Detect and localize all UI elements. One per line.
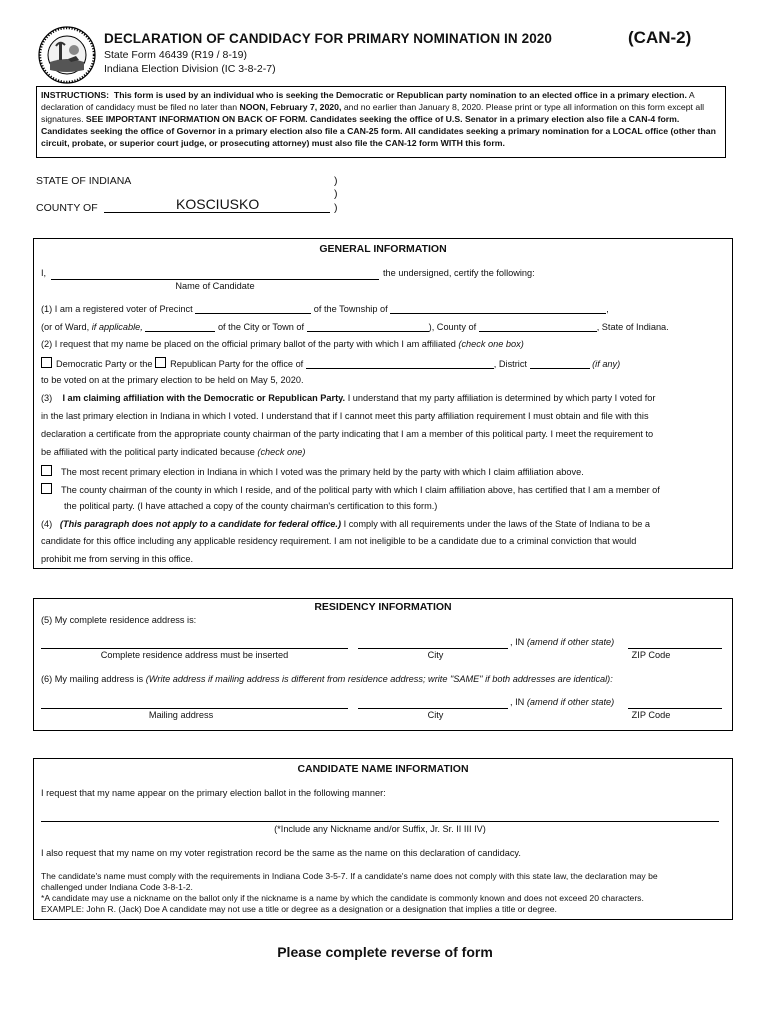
mailing-city-field[interactable] (358, 708, 508, 709)
p2-district: , District (493, 359, 527, 369)
instructions-label: INSTRUCTIONS: (41, 90, 110, 100)
p1-f: of the City or Town of (217, 322, 305, 332)
name-note-1: The candidate's name must comply with the requirements in Indiana Code 3-5-7. If a candidate's name does not comply with this state law, the declaration may be (41, 871, 658, 881)
para-2-line-2 (41, 357, 620, 369)
p1-b: of the Township of (313, 304, 388, 314)
para-3-option-1 (41, 465, 584, 477)
mailing-zip-field[interactable] (628, 708, 722, 709)
p5-text: (5) My complete residence address is: (41, 615, 197, 625)
para-1-line-2 (41, 321, 669, 332)
instructions-bold-2: SEE IMPORTANT INFORMATION ON BACK OF FORM. Candidates seeking the office of U.S. Senator in a primary election also file a CAN-4 form. Candidates seeking the office of Governor in a primary election also file a CAN-25 form. All candidates seeking a primary nomination for a LOCAL office (other than circuit, probate, or superior court judge, or prosecuting attorney) must also file the CAN-12 form WITH this form. (41, 114, 716, 148)
p3-t4b: (check one) (257, 447, 306, 457)
p2-ifany: (if any) (592, 359, 621, 369)
mailing-zip-caption: ZIP Code (631, 710, 671, 720)
p1-c: , (606, 304, 609, 314)
paren-1: ) (334, 175, 338, 187)
form-code: (CAN-2) (628, 28, 692, 47)
p2-rep: Republican Party (170, 359, 241, 369)
p6-b: (Write address if mailing address is different from residence address; write "SAME" if both addresses are identical): (145, 674, 613, 684)
p1-d: (or of Ward, (41, 322, 90, 332)
para-3-option-2 (41, 483, 660, 495)
name-note-2: challenged under Indiana Code 3-8-1-2. (41, 882, 193, 892)
instructions-box (36, 86, 726, 158)
instructions-bold-1: This form is used by an individual who is seeking the Democratic or Republican party nomination to an elected office in a primary election. (113, 90, 687, 100)
p1-a: (1) I am a registered voter of Precinct (41, 304, 193, 314)
name-note-4: EXAMPLE: John R. (Jack) Doe A candidate may not use a title or degree as a designation or a designation that implies a title or degree. (41, 904, 557, 914)
residency-heading: RESIDENCY INFORMATION (314, 601, 452, 613)
state-label: STATE OF INDIANA (36, 175, 132, 187)
county-underline (104, 212, 330, 213)
name-note-3: *A candidate may use a nickname on the ballot only if the nickname is a name by which the candidate is commonly known and does not exceed 20 characters. (41, 893, 644, 903)
p2-dem: Democratic Party (56, 359, 127, 369)
para-1-line-1 (41, 303, 609, 314)
p3-t1: I understand that my party affiliation is determined by which party I voted for (347, 393, 656, 403)
p2-date: to be voted on at the primary election to be held on May 5, 2020. (41, 375, 304, 385)
state-seal-icon (38, 26, 96, 84)
candidate-name-heading: CANDIDATE NAME INFORMATION (297, 763, 469, 775)
election-division: Indiana Election Division (IC 3-8-2-7) (104, 63, 276, 75)
residence-zip-caption: ZIP Code (631, 650, 671, 660)
p2-or: or the (129, 359, 153, 369)
county-of-field[interactable] (479, 321, 597, 332)
p3-opt2b: the political party. (I have attached a copy of the county chairman's certification to this form.) (64, 501, 438, 511)
p4-t3: prohibit me from serving in this office. (41, 554, 193, 564)
district-field[interactable] (530, 358, 590, 369)
county-label: COUNTY OF (36, 202, 98, 214)
form-title: DECLARATION OF CANDIDACY FOR PRIMARY NOMINATION IN 2020 (104, 31, 553, 46)
county-field[interactable]: KOSCIUSKO (176, 196, 260, 212)
ward-field[interactable] (145, 321, 215, 332)
residence-address-field[interactable] (41, 648, 348, 649)
p6-line (41, 674, 613, 684)
mailing-city-caption: City (427, 710, 444, 720)
p2-a: (2) I request that my name be placed on the official primary ballot of the party with which I am affiliated (41, 339, 456, 349)
state-form-number: State Form 46439 (R19 / 8-19) (104, 49, 247, 61)
general-heading: GENERAL INFORMATION (319, 243, 447, 255)
township-field[interactable] (390, 303, 606, 314)
certify-text: the undersigned, certify the following: (383, 268, 535, 278)
p3-num: (3) (41, 393, 53, 403)
residence-amend: (amend if other state) (526, 637, 615, 647)
p3-opt2a: The county chairman of the county in which I reside, and of the political party with which I claim affiliation above, has certified that I am a member of (61, 485, 660, 495)
p3-t2: in the last primary election in Indiana in which I voted. I understand that if I cannot meet this party affiliation requirement I must obtain and file with this (41, 411, 649, 421)
democratic-checkbox[interactable] (41, 357, 52, 368)
voter-record-request: I also request that my name on my voter registration record be the same as the name on this declaration of candidacy. (41, 848, 521, 858)
instructions-text-2: and no earlier than January 8, 2020. Please print or type all information on this form except all signatures. (41, 102, 705, 124)
mailing-address-caption: Mailing address (148, 710, 214, 720)
ballot-name-field[interactable] (41, 821, 719, 822)
p1-g: ), County of (428, 322, 477, 332)
p4-t1: I comply with all requirements under the laws of the State of Indiana to be a (343, 519, 651, 529)
p6-a: (6) My mailing address is (41, 674, 144, 684)
nickname-caption: (*Include any Nickname and/or Suffix, Jr. Sr. II III IV) (274, 824, 486, 834)
p3-bold: I am claiming affiliation with the Democratic or Republican Party. (62, 393, 346, 403)
city-town-field[interactable] (307, 321, 429, 332)
ballot-name-request: I request that my name appear on the primary election ballot in the following manner: (41, 788, 386, 798)
p1-e: if applicable, (91, 322, 143, 332)
p3-t3: declaration a certificate from the appropriate county chairman of the party indicating that I am a member of this political party. I meet the requirement to (41, 429, 654, 439)
residence-zip-field[interactable] (628, 648, 722, 649)
chairman-certified-checkbox[interactable] (41, 483, 52, 494)
residence-address-caption: Complete residence address must be inserted (100, 650, 289, 660)
p3-t4: be affiliated with the political party indicated because (41, 447, 255, 457)
republican-checkbox[interactable] (155, 357, 166, 368)
p2-b: (check one box) (458, 339, 524, 349)
instructions-text-1: A declaration of candidacy must be filed no later than (41, 90, 695, 112)
mailing-in-label (510, 697, 614, 707)
mailing-address-field[interactable] (41, 708, 348, 709)
name-caption: Name of Candidate (175, 281, 255, 291)
residence-in: , IN (510, 637, 525, 647)
mailing-in: , IN (510, 697, 525, 707)
paren-3: ) (334, 202, 338, 214)
residence-in-label (510, 637, 614, 647)
p3-opt1: The most recent primary election in Indiana in which I voted was the primary held by the party with which I claim affiliation above. (61, 467, 584, 477)
para-3-line-1 (41, 393, 655, 403)
residence-city-field[interactable] (358, 648, 508, 649)
para-3-line-4 (41, 447, 305, 457)
precinct-field[interactable] (195, 303, 311, 314)
para-2-line-1 (41, 339, 524, 349)
p2-office: for the office of (242, 359, 304, 369)
reverse-form-notice: Please complete reverse of form (277, 944, 493, 960)
primary-vote-checkbox[interactable] (41, 465, 52, 476)
instructions-deadline: NOON, February 7, 2020, (239, 102, 342, 112)
residence-city-caption: City (427, 650, 444, 660)
office-field[interactable] (306, 358, 494, 369)
p4-t2: candidate for this office including any applicable residency requirement. I am not ineligible to be a candidate due to a criminal conviction that would (41, 536, 637, 546)
paren-2: ) (334, 188, 338, 200)
p4-ital: (This paragraph does not apply to a candidate for federal office.) (59, 519, 342, 529)
i-label: I, (41, 268, 47, 278)
mailing-amend: (amend if other state) (526, 697, 615, 707)
p4-num: (4) (41, 519, 53, 529)
para-4-line-1 (41, 519, 650, 529)
candidate-name-field[interactable] (51, 279, 379, 280)
p1-h: , State of Indiana. (596, 322, 669, 332)
